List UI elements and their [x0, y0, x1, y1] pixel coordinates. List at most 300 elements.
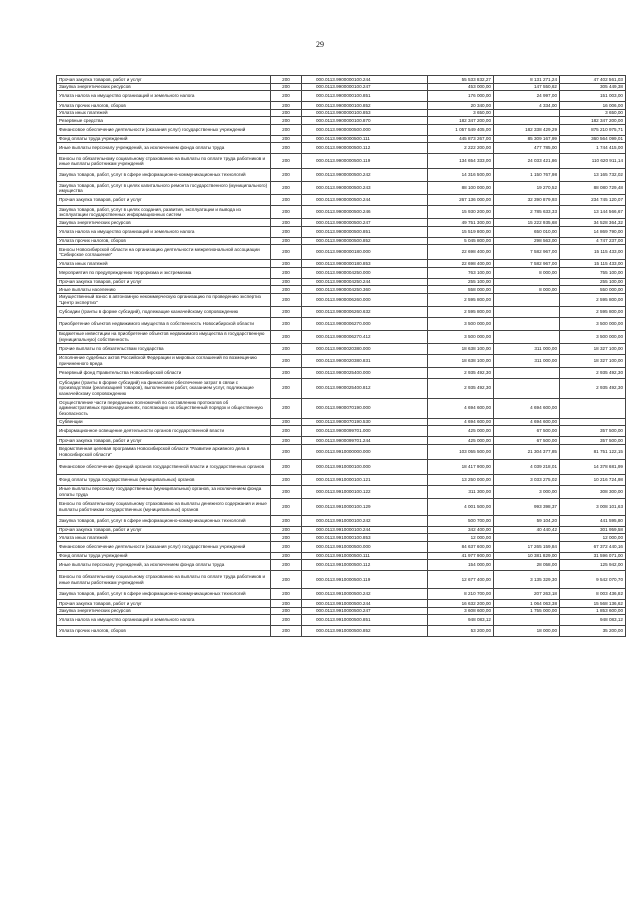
- row-code: 200: [271, 607, 302, 615]
- row-kbk: 000.0113.9900006270.412: [302, 330, 428, 343]
- row-code: 200: [271, 515, 302, 526]
- row-approved: 558 000,00: [428, 286, 494, 294]
- row-remaining: 3 500 000,00: [560, 330, 626, 343]
- row-executed: 3 000,00: [494, 485, 560, 498]
- row-name: Информационное освещение деятельности органов государственной власти: [57, 426, 271, 437]
- row-code: 200: [271, 418, 302, 426]
- row-approved: 176 000,00: [428, 91, 494, 102]
- table-row: [57, 317, 626, 330]
- row-code: 200: [271, 91, 302, 102]
- row-approved: 16 632 200,00: [428, 600, 494, 608]
- row-code: 200: [271, 600, 302, 608]
- row-name: Иные выплаты населению: [57, 286, 271, 294]
- row-name: Уплата иных платежей: [57, 534, 271, 542]
- row-code: 200: [271, 626, 302, 637]
- row-approved: 2 222 200,00: [428, 143, 494, 154]
- row-remaining: 151 003,00: [560, 91, 626, 102]
- row-approved: 2 935 492,30: [428, 367, 494, 378]
- row-name: Уплата прочих налогов, сборов: [57, 626, 271, 637]
- row-remaining: 4 747 237,00: [560, 237, 626, 245]
- row-kbk: 000.0113.9900070190.000: [302, 398, 428, 418]
- row-remaining: 16 006,00: [560, 102, 626, 110]
- row-remaining: 948 083,12: [560, 615, 626, 626]
- table-row: [57, 626, 626, 637]
- row-code: 200: [271, 226, 302, 237]
- row-approved: 18 638 100,00: [428, 354, 494, 367]
- row-kbk: 000.0113.9910000500.000: [302, 541, 428, 552]
- row-kbk: 000.0113.9910000500.242: [302, 589, 428, 600]
- row-kbk: 000.0113.9900000500.243: [302, 182, 428, 195]
- row-executed: [494, 534, 560, 542]
- row-approved: 20 340,00: [428, 102, 494, 110]
- row-code: 200: [271, 343, 302, 354]
- row-code: 200: [271, 245, 302, 260]
- row-approved: 445 873 267,00: [428, 135, 494, 143]
- row-kbk: 000.0113.9900006260.632: [302, 306, 428, 317]
- row-approved: 182 347 200,00: [428, 117, 494, 125]
- row-code: 200: [271, 154, 302, 169]
- table-row: [57, 589, 626, 600]
- row-remaining: 125 942,00: [560, 560, 626, 571]
- row-code: 200: [271, 169, 302, 182]
- row-code: 200: [271, 317, 302, 330]
- row-remaining: 357 500,00: [560, 437, 626, 445]
- row-remaining: 12 000,00: [560, 534, 626, 542]
- row-name: Осуществление части переданных полномочий по составлению протоколов об административных правонарушениях, посягающих на общественный порядок и общественную безопасность: [57, 398, 271, 418]
- row-name: Закупка энергетических ресурсов: [57, 607, 271, 615]
- row-kbk: 000.0113.9910000500.111: [302, 552, 428, 560]
- table-row: [57, 260, 626, 268]
- row-kbk: 000.0113.9910000100.129: [302, 498, 428, 515]
- row-remaining: 18 327 100,00: [560, 354, 626, 367]
- page-number: 29: [316, 40, 324, 49]
- row-approved: 2 935 492,30: [428, 378, 494, 398]
- row-remaining: [560, 418, 626, 426]
- row-remaining: 255 100,00: [560, 278, 626, 286]
- row-executed: 7 582 967,00: [494, 245, 560, 260]
- row-executed: 67 500,00: [494, 437, 560, 445]
- row-remaining: 308 300,00: [560, 485, 626, 498]
- row-remaining: 2 595 800,00: [560, 293, 626, 306]
- row-name: Прочая закупка товаров, работ и услуг: [57, 600, 271, 608]
- row-approved: 18 638 100,00: [428, 343, 494, 354]
- row-approved: 3 500 000,00: [428, 317, 494, 330]
- table-row: [57, 278, 626, 286]
- row-code: 200: [271, 589, 302, 600]
- row-name: Резервный фонд Правительства Новосибирской области: [57, 367, 271, 378]
- table-row: [57, 330, 626, 343]
- row-approved: 55 533 832,27: [428, 76, 494, 84]
- row-approved: 49 751 300,00: [428, 219, 494, 227]
- row-code: 200: [271, 195, 302, 206]
- row-approved: 425 000,00: [428, 437, 494, 445]
- row-code: 200: [271, 398, 302, 418]
- row-kbk: 000.0113.9910000000.000: [302, 444, 428, 459]
- row-kbk: 000.0113.9900000500.851: [302, 226, 428, 237]
- row-code: 200: [271, 267, 302, 278]
- row-code: 200: [271, 260, 302, 268]
- row-executed: 8 000,00: [494, 286, 560, 294]
- row-code: 200: [271, 437, 302, 445]
- row-kbk: 000.0113.9900000500.112: [302, 143, 428, 154]
- table-row: [57, 541, 626, 552]
- row-code: 200: [271, 76, 302, 84]
- row-code: 200: [271, 83, 302, 91]
- row-remaining: 31 596 071,00: [560, 552, 626, 560]
- row-executed: 17 265 159,84: [494, 541, 560, 552]
- row-approved: 3 608 600,00: [428, 607, 494, 615]
- row-kbk: 000.0113.9900004250.360: [302, 286, 428, 294]
- row-kbk: 000.0113.9900000500.246: [302, 206, 428, 219]
- table-row: [57, 354, 626, 367]
- row-executed: 993 398,37: [494, 498, 560, 515]
- row-executed: 15 222 935,68: [494, 219, 560, 227]
- row-remaining: 35 200,00: [560, 626, 626, 637]
- row-approved: 41 977 900,00: [428, 552, 494, 560]
- row-remaining: 2 595 800,00: [560, 306, 626, 317]
- table-row: [57, 154, 626, 169]
- row-approved: 12 677 400,00: [428, 571, 494, 589]
- table-row: [57, 195, 626, 206]
- table-row: [57, 498, 626, 515]
- row-executed: [494, 117, 560, 125]
- row-executed: [494, 330, 560, 343]
- row-executed: 4 694 600,00: [494, 398, 560, 418]
- row-remaining: 305 449,38: [560, 83, 626, 91]
- row-approved: 255 100,00: [428, 278, 494, 286]
- row-kbk: 000.0113.9900000100.244: [302, 76, 428, 84]
- row-approved: 763 100,00: [428, 267, 494, 278]
- row-kbk: 000.0113.9900000100.852: [302, 102, 428, 110]
- row-remaining: 14 378 681,99: [560, 459, 626, 474]
- row-approved: 4 694 600,00: [428, 418, 494, 426]
- row-approved: 15 930 200,00: [428, 206, 494, 219]
- row-kbk: 000.0113.9910000100.000: [302, 459, 428, 474]
- budget-table: [56, 75, 626, 637]
- row-kbk: 000.0113.9900020380.000: [302, 343, 428, 354]
- row-approved: 103 055 500,00: [428, 444, 494, 459]
- row-code: 200: [271, 459, 302, 474]
- row-approved: 88 100 000,00: [428, 182, 494, 195]
- row-name: Прочие выплаты по обязательствам государства: [57, 343, 271, 354]
- row-approved: 4 001 500,00: [428, 498, 494, 515]
- table-row: [57, 526, 626, 534]
- row-approved: 425 000,00: [428, 426, 494, 437]
- row-name: Иные выплаты персоналу учреждений, за исключением фонда оплаты труда: [57, 143, 271, 154]
- row-code: 200: [271, 286, 302, 294]
- row-name: Субсидии (гранты в форме субсидий), подлежащие казначейскому сопровождению: [57, 306, 271, 317]
- row-remaining: 357 500,00: [560, 426, 626, 437]
- row-kbk: 000.0113.9910000500.119: [302, 571, 428, 589]
- row-executed: 147 550,62: [494, 83, 560, 91]
- table-row: [57, 286, 626, 294]
- row-approved: 311 300,00: [428, 485, 494, 498]
- row-name: Мероприятия по предупреждению терроризма и экстремизма: [57, 267, 271, 278]
- table-row: [57, 571, 626, 589]
- row-kbk: 000.0113.9900000100.851: [302, 91, 428, 102]
- row-approved: 3 500 000,00: [428, 330, 494, 343]
- row-approved: 3 650,00: [428, 109, 494, 117]
- row-code: 200: [271, 102, 302, 110]
- row-name: Финансовое обеспечение функций органов государственной власти и государственных органов: [57, 459, 271, 474]
- table-row: [57, 437, 626, 445]
- row-kbk: 000.0113.9900000100.247: [302, 83, 428, 91]
- row-approved: 134 654 333,00: [428, 154, 494, 169]
- row-approved: 5 045 800,00: [428, 237, 494, 245]
- row-kbk: 000.0113.9900006270.000: [302, 317, 428, 330]
- row-code: 200: [271, 109, 302, 117]
- row-approved: 1 057 549 405,00: [428, 124, 494, 135]
- row-remaining: 13 144 566,67: [560, 206, 626, 219]
- row-name: Финансовое обеспечение деятельности (оказания услуг) государственных учреждений: [57, 124, 271, 135]
- table-row: [57, 306, 626, 317]
- row-executed: 477 785,00: [494, 143, 560, 154]
- row-name: Субвенции: [57, 418, 271, 426]
- row-approved: 22 698 400,00: [428, 260, 494, 268]
- row-remaining: 34 528 364,32: [560, 219, 626, 227]
- row-approved: 453 000,00: [428, 83, 494, 91]
- row-approved: 53 200,00: [428, 626, 494, 637]
- row-name: Уплата прочих налогов, сборов: [57, 237, 271, 245]
- row-remaining: 88 080 729,48: [560, 182, 626, 195]
- row-executed: 28 058,00: [494, 560, 560, 571]
- row-kbk: 000.0113.9900025400.000: [302, 367, 428, 378]
- row-name: Уплата налога на имущество организаций и земельного налога: [57, 91, 271, 102]
- row-name: Прочая закупка товаров, работ и услуг: [57, 526, 271, 534]
- row-kbk: 000.0113.9910000100.122: [302, 485, 428, 498]
- table-row: [57, 560, 626, 571]
- row-kbk: 000.0113.9900000180.000: [302, 245, 428, 260]
- row-code: 200: [271, 143, 302, 154]
- row-executed: 182 338 429,29: [494, 124, 560, 135]
- row-remaining: 3 008 101,63: [560, 498, 626, 515]
- row-kbk: 000.0113.9910000500.247: [302, 607, 428, 615]
- row-kbk: 000.0113.9900025400.812: [302, 378, 428, 398]
- row-approved: 13 250 000,00: [428, 474, 494, 485]
- row-kbk: 000.0113.9910000100.242: [302, 515, 428, 526]
- row-kbk: 000.0113.9900099701.000: [302, 426, 428, 437]
- row-name: Закупка товаров, работ, услуг в целях капитального ремонта государственного (муниципального) имущества: [57, 182, 271, 195]
- row-code: 200: [271, 206, 302, 219]
- row-remaining: 14 869 790,00: [560, 226, 626, 237]
- row-code: 200: [271, 426, 302, 437]
- table-row: [57, 169, 626, 182]
- row-remaining: 3 650,00: [560, 109, 626, 117]
- row-kbk: 000.0113.9910000100.121: [302, 474, 428, 485]
- row-executed: [494, 278, 560, 286]
- row-kbk: 000.0113.9900099701.244: [302, 437, 428, 445]
- row-code: 200: [271, 330, 302, 343]
- table-row: [57, 367, 626, 378]
- row-kbk: 000.0113.9910000500.112: [302, 560, 428, 571]
- row-executed: 2 785 633,33: [494, 206, 560, 219]
- row-executed: 3 033 275,02: [494, 474, 560, 485]
- row-executed: 8 000,00: [494, 267, 560, 278]
- table-row: [57, 182, 626, 195]
- row-approved: 500 700,00: [428, 515, 494, 526]
- row-executed: 3 135 329,30: [494, 571, 560, 589]
- row-code: 200: [271, 615, 302, 626]
- row-executed: 10 381 829,00: [494, 552, 560, 560]
- row-kbk: 000.0113.9900000500.247: [302, 219, 428, 227]
- table-row: [57, 474, 626, 485]
- table-row: [57, 206, 626, 219]
- table-row: [57, 426, 626, 437]
- row-name: Закупка энергетических ресурсов: [57, 83, 271, 91]
- row-name: Взносы по обязательному социальному страхованию на выплаты денежного содержания и иные выплаты работникам государственных (муниципальных) органов: [57, 498, 271, 515]
- row-name: Фонд оплаты труда учреждений: [57, 135, 271, 143]
- row-executed: 4 694 600,00: [494, 418, 560, 426]
- row-code: 200: [271, 378, 302, 398]
- row-remaining: 2 935 492,30: [560, 378, 626, 398]
- row-code: 200: [271, 552, 302, 560]
- row-name: Закупка товаров, работ, услуг в сфере информационно-коммуникационных технологий: [57, 169, 271, 182]
- row-approved: 154 000,00: [428, 560, 494, 571]
- row-executed: 4 039 218,01: [494, 459, 560, 474]
- row-remaining: 10 216 724,98: [560, 474, 626, 485]
- row-code: 200: [271, 541, 302, 552]
- row-approved: 948 083,12: [428, 615, 494, 626]
- row-kbk: 000.0113.9900000500.242: [302, 169, 428, 182]
- row-code: 200: [271, 293, 302, 306]
- table-row: [57, 226, 626, 237]
- table-row: [57, 343, 626, 354]
- row-approved: 2 595 800,00: [428, 293, 494, 306]
- budget-table-body: [57, 76, 626, 637]
- row-name: Уплата прочих налогов, сборов: [57, 102, 271, 110]
- row-code: 200: [271, 498, 302, 515]
- row-code: 200: [271, 278, 302, 286]
- row-approved: 8 210 700,00: [428, 589, 494, 600]
- table-row: [57, 398, 626, 418]
- row-kbk: 000.0113.9900000100.853: [302, 109, 428, 117]
- row-executed: 19 270,52: [494, 182, 560, 195]
- row-executed: 67 500,00: [494, 426, 560, 437]
- table-row: [57, 102, 626, 110]
- row-approved: 18 417 900,00: [428, 459, 494, 474]
- row-name: Прочая закупка товаров, работ и услуг: [57, 437, 271, 445]
- table-row: [57, 237, 626, 245]
- table-row: [57, 600, 626, 608]
- row-code: 200: [271, 571, 302, 589]
- row-approved: 14 316 500,00: [428, 169, 494, 182]
- row-kbk: 000.0113.9910000100.244: [302, 526, 428, 534]
- row-name: Закупка товаров, работ, услуг в сфере информационно-коммуникационных технологий: [57, 589, 271, 600]
- table-row: [57, 109, 626, 117]
- table-row: [57, 552, 626, 560]
- row-remaining: 1 744 415,00: [560, 143, 626, 154]
- table-row: [57, 485, 626, 498]
- row-kbk: 000.0113.9910000500.851: [302, 615, 428, 626]
- row-name: Закупка энергетических ресурсов: [57, 219, 271, 227]
- row-remaining: 67 372 440,16: [560, 541, 626, 552]
- table-row: [57, 418, 626, 426]
- row-name: Исполнение судебных актов Российской Федерации и мировых соглашений по возмещению причиненного вреда: [57, 354, 271, 367]
- row-name: Резервные средства: [57, 117, 271, 125]
- row-executed: [494, 306, 560, 317]
- row-executed: 24 997,00: [494, 91, 560, 102]
- row-name: Имущественный взнос в автономную некоммерческую организацию по проведению экспертиз "Центр экспертиз": [57, 293, 271, 306]
- row-name: Финансовое обеспечение деятельности (оказания услуг) государственных учреждений: [57, 541, 271, 552]
- row-approved: 4 694 600,00: [428, 398, 494, 418]
- row-kbk: 000.0113.9900000500.119: [302, 154, 428, 169]
- row-executed: 1 064 063,38: [494, 600, 560, 608]
- table-row: [57, 245, 626, 260]
- row-remaining: 301 959,58: [560, 526, 626, 534]
- row-executed: 24 033 421,86: [494, 154, 560, 169]
- row-executed: 311 000,00: [494, 343, 560, 354]
- row-name: Взносы по обязательному социальному страхованию на выплаты по оплате труда работников и иные выплаты работникам учреждений: [57, 571, 271, 589]
- table-row: [57, 378, 626, 398]
- row-executed: [494, 109, 560, 117]
- row-code: 200: [271, 367, 302, 378]
- row-executed: 311 000,00: [494, 354, 560, 367]
- row-name: Бюджетные инвестиции на приобретение объектов недвижимого имущества в государственную (муниципальную) собственность: [57, 330, 271, 343]
- row-name: Уплата иных платежей: [57, 260, 271, 268]
- row-executed: 1 150 767,98: [494, 169, 560, 182]
- row-code: 200: [271, 474, 302, 485]
- row-name: Иные выплаты персоналу учреждений, за исключением фонда оплаты труда: [57, 560, 271, 571]
- row-code: 200: [271, 560, 302, 571]
- row-approved: 12 000,00: [428, 534, 494, 542]
- row-code: 200: [271, 117, 302, 125]
- table-row: [57, 534, 626, 542]
- row-executed: [494, 317, 560, 330]
- row-executed: [494, 378, 560, 398]
- row-code: 200: [271, 444, 302, 459]
- row-executed: [494, 615, 560, 626]
- table-row: [57, 76, 626, 84]
- row-remaining: 13 165 732,02: [560, 169, 626, 182]
- row-code: 200: [271, 237, 302, 245]
- row-remaining: 875 210 975,71: [560, 124, 626, 135]
- row-remaining: [560, 398, 626, 418]
- row-remaining: 550 000,00: [560, 286, 626, 294]
- row-kbk: 000.0113.9900000100.870: [302, 117, 428, 125]
- row-executed: [494, 293, 560, 306]
- row-kbk: 000.0113.9900004250.244: [302, 278, 428, 286]
- row-name: Уплата налога на имущество организаций и земельного налога: [57, 226, 271, 237]
- row-remaining: 2 935 492,30: [560, 367, 626, 378]
- row-kbk: 000.0113.9900020380.831: [302, 354, 428, 367]
- row-remaining: 15 115 433,00: [560, 245, 626, 260]
- row-executed: 8 131 271,24: [494, 76, 560, 84]
- row-remaining: 441 595,80: [560, 515, 626, 526]
- row-remaining: 8 003 436,82: [560, 589, 626, 600]
- table-row: [57, 143, 626, 154]
- row-executed: 85 309 167,99: [494, 135, 560, 143]
- row-kbk: 000.0113.9910000500.852: [302, 626, 428, 637]
- row-name: Прочая закупка товаров, работ и услуг: [57, 76, 271, 84]
- table-row: [57, 615, 626, 626]
- row-remaining: 234 745 120,07: [560, 195, 626, 206]
- row-name: Прочая закупка товаров, работ и услуг: [57, 278, 271, 286]
- row-kbk: 000.0113.9900000500.244: [302, 195, 428, 206]
- row-executed: 32 390 879,93: [494, 195, 560, 206]
- table-row: [57, 117, 626, 125]
- table-row: [57, 91, 626, 102]
- row-name: Ведомственная целевая программа Новосибирской области "Развитие архивного дела в Новосибирской области": [57, 444, 271, 459]
- row-remaining: 18 327 100,00: [560, 343, 626, 354]
- table-row: [57, 124, 626, 135]
- row-remaining: 81 751 122,15: [560, 444, 626, 459]
- row-executed: 21 304 377,85: [494, 444, 560, 459]
- row-remaining: 182 347 200,00: [560, 117, 626, 125]
- row-executed: 40 440,42: [494, 526, 560, 534]
- row-remaining: 3 500 000,00: [560, 317, 626, 330]
- row-code: 200: [271, 219, 302, 227]
- row-name: Закупка товаров, работ, услуг в сфере информационно-коммуникационных технологий: [57, 515, 271, 526]
